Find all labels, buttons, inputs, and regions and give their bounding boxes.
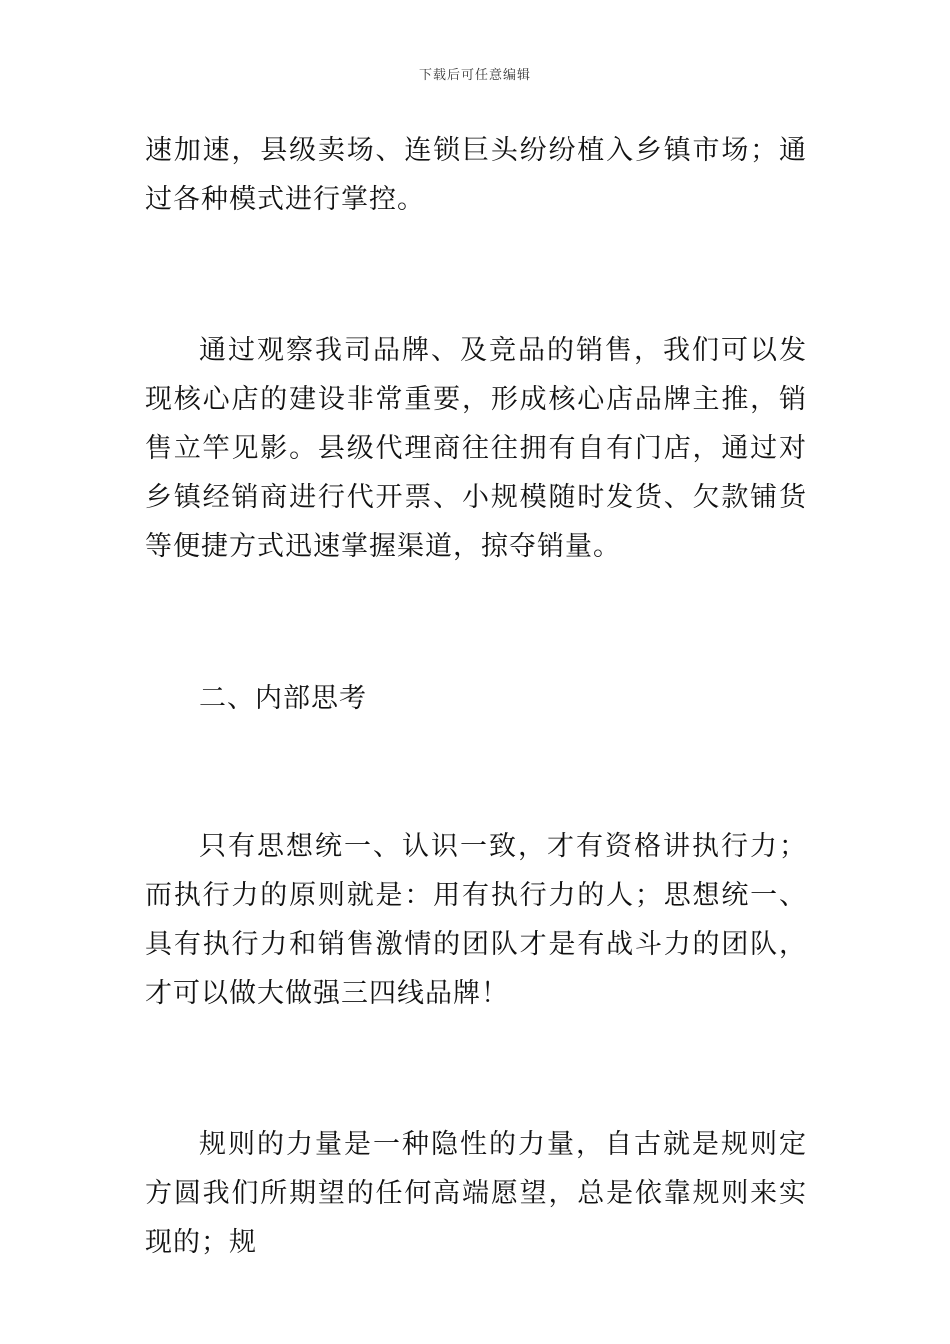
paragraph-execution: 只有思想统一、认识一致，才有资格讲执行力；而执行力的原则就是：用有执行力的人；思想统一、具有执行力和销售激情的团队才是有战斗力的团队，才可以做大做强三四线品牌！ [145,831,807,1009]
section-heading: 二、内部思考 [199,683,367,714]
page-header: 下载后可任意编辑 [418,68,531,83]
paragraph-continuation: 速加速，县级卖场、连锁巨头纷纷植入乡镇市场；通过各种模式进行掌控。 [145,135,807,215]
paragraph-core-store: 通过观察我司品牌、及竞品的销售，我们可以发现核心店的建设非常重要，形成核心店品牌主推，销售立竿见影。县级代理商往往拥有自有门店，通过对乡镇经销商进行代开票、小规模随时发货、欠款铺货等便捷方式迅速掌握渠道，掠夺销量。 [145,335,807,562]
paragraph-rules: 规则的力量是一种隐性的力量，自古就是规则定方圆我们所期望的任何高端愿望，总是依靠规则来实现的；规 [145,1129,807,1258]
